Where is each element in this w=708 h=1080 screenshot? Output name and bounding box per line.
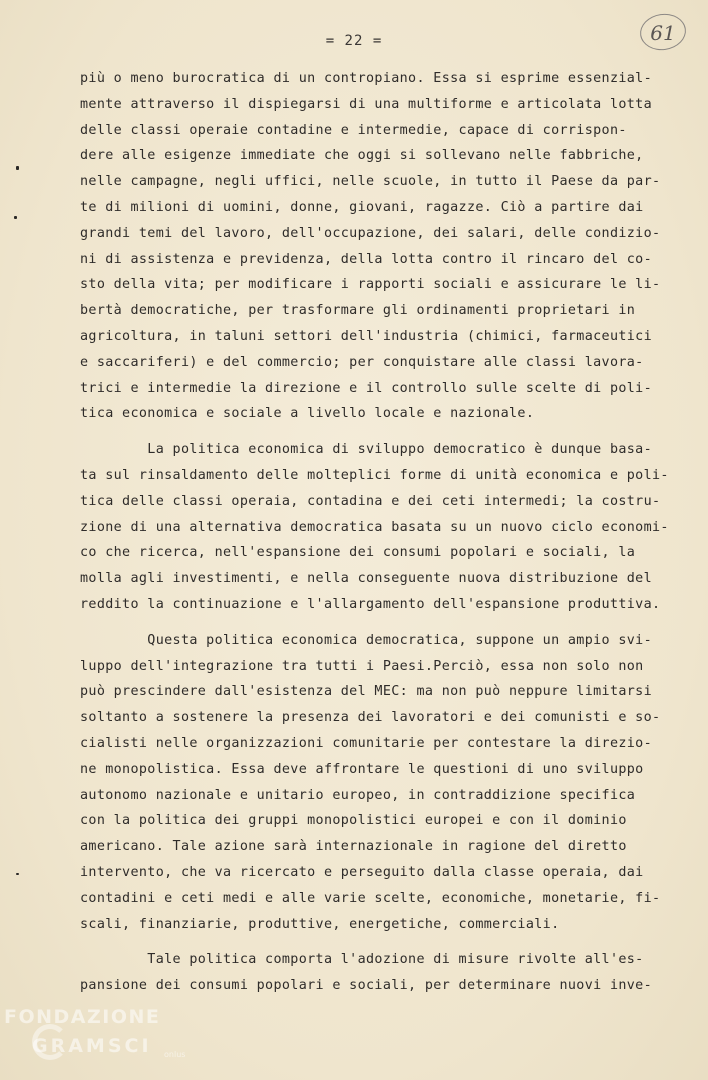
text-line: te di milioni di uomini, donne, giovani, ragazze. Ciò a partire dai [80,199,644,215]
text-line: ne monopolistica. Essa deve affrontare le questioni di uno sviluppo [80,761,644,777]
text-line: autonomo nazionale e unitario europeo, in contraddizione specifica [80,787,636,803]
text-line: tica delle classi operaia, contadina e dei ceti intermedi; la costru- [80,493,661,509]
paragraph-gap [80,427,674,437]
text-line: molla agli investimenti, e nella conseguente nuova distribuzione del [80,571,653,587]
text-line: può prescindere dall'esistenza del MEC: ma non può neppure limitarsi [80,684,653,700]
text-line: bertà democratiche, per trasformare gli ordinamenti proprietari in [80,303,636,319]
text-line: luppo dell'integrazione tra tutti i Paesi.Perciò, essa non solo non [80,658,644,674]
page-number: = 22 = [325,33,383,49]
text-line: Tale politica comporta l'adozione di misure rivolte all'es- [80,952,644,968]
text-line: delle classi operaie contadine e intermedie, capace di corrispon- [80,122,627,138]
margin-mark [16,873,19,875]
text-line: trici e intermedie la direzione e il controllo sulle scelte di poli- [80,380,653,396]
watermark-line-2: GRAMSCI [32,1035,152,1057]
paragraph-4 [80,947,674,999]
text-line: ta sul rinsaldamento delle molteplici forme di unità economica e poli- [80,467,669,483]
text-line: reddito la continuazione e l'allargamento dell'espansione produttiva. [80,596,661,612]
text-line: contadini e ceti medi e alle varie scelte, economiche, monetarie, fi- [80,890,661,906]
margin-mark [14,216,17,219]
watermark-line-1: FONDAZIONE [4,1006,161,1028]
text-line: dere alle esigenze immediate che oggi si sollevano nelle fabbriche, [80,148,644,164]
text-line: tica economica e sociale a livello locale e nazionale. [80,406,535,422]
text-line: pansione dei consumi popolari e sociali, per determinare nuovi inve- [80,978,653,994]
text-line: mente attraverso il dispiegarsi di una multiforme e articolata lotta [80,96,653,112]
text-line: con la politica dei gruppi monopolistici europei e con il dominio [80,813,627,829]
text-line: grandi temi del lavoro, dell'occupazione, dei salari, delle condizio- [80,225,661,241]
margin-mark [16,166,19,170]
folio-number: 61 [650,21,676,45]
paragraph-gap [80,618,674,628]
text-line: intervento, che va ricercato e perseguito dalla classe operaia, dai [80,864,644,880]
paragraph-1 [80,66,674,427]
text-line: Questa politica economica democratica, suppone un ampio svi- [80,632,653,648]
text-line: co che ricerca, nell'espansione dei consumi popolari e sociali, la [80,545,636,561]
text-line: nelle campagne, negli uffici, nelle scuole, in tutto il Paese da par- [80,174,661,190]
text-line: cialisti nelle organizzazioni comunitarie per contestare la direzio- [80,735,653,751]
text-line: agricoltura, in taluni settori dell'industria (chimici, farmaceutici [80,328,653,344]
watermark-suffix: onlus [164,1050,186,1059]
paragraph-3 [80,628,674,938]
fondazione-gramsci-watermark [4,1000,204,1076]
text-line: sto della vita; per modificare i rapporti sociali e assicurare le li- [80,277,661,293]
text-line: più o meno burocratica di un contropiano. Essa si esprime essenzial- [80,71,653,86]
text-line: americano. Tale azione sarà internazionale in ragione del diretto [80,839,627,855]
paragraph-gap [80,937,674,947]
text-line: ni di assistenza e previdenza, della lotta contro il rincaro del co- [80,251,653,267]
text-line: scali, finanziarie, produttive, energetiche, commerciali. [80,916,560,932]
text-line: soltanto a sostenere la presenza dei lavoratori e dei comunisti e so- [80,710,661,726]
text-line: zione di una alternativa democratica basata su un nuovo ciclo economi- [80,519,669,535]
paragraph-2 [80,437,674,618]
text-line: La politica economica di sviluppo democratico è dunque basa- [80,442,653,458]
text-line: e saccariferi) e del commercio; per conquistare alle classi lavora- [80,354,644,370]
document-body [80,66,674,999]
